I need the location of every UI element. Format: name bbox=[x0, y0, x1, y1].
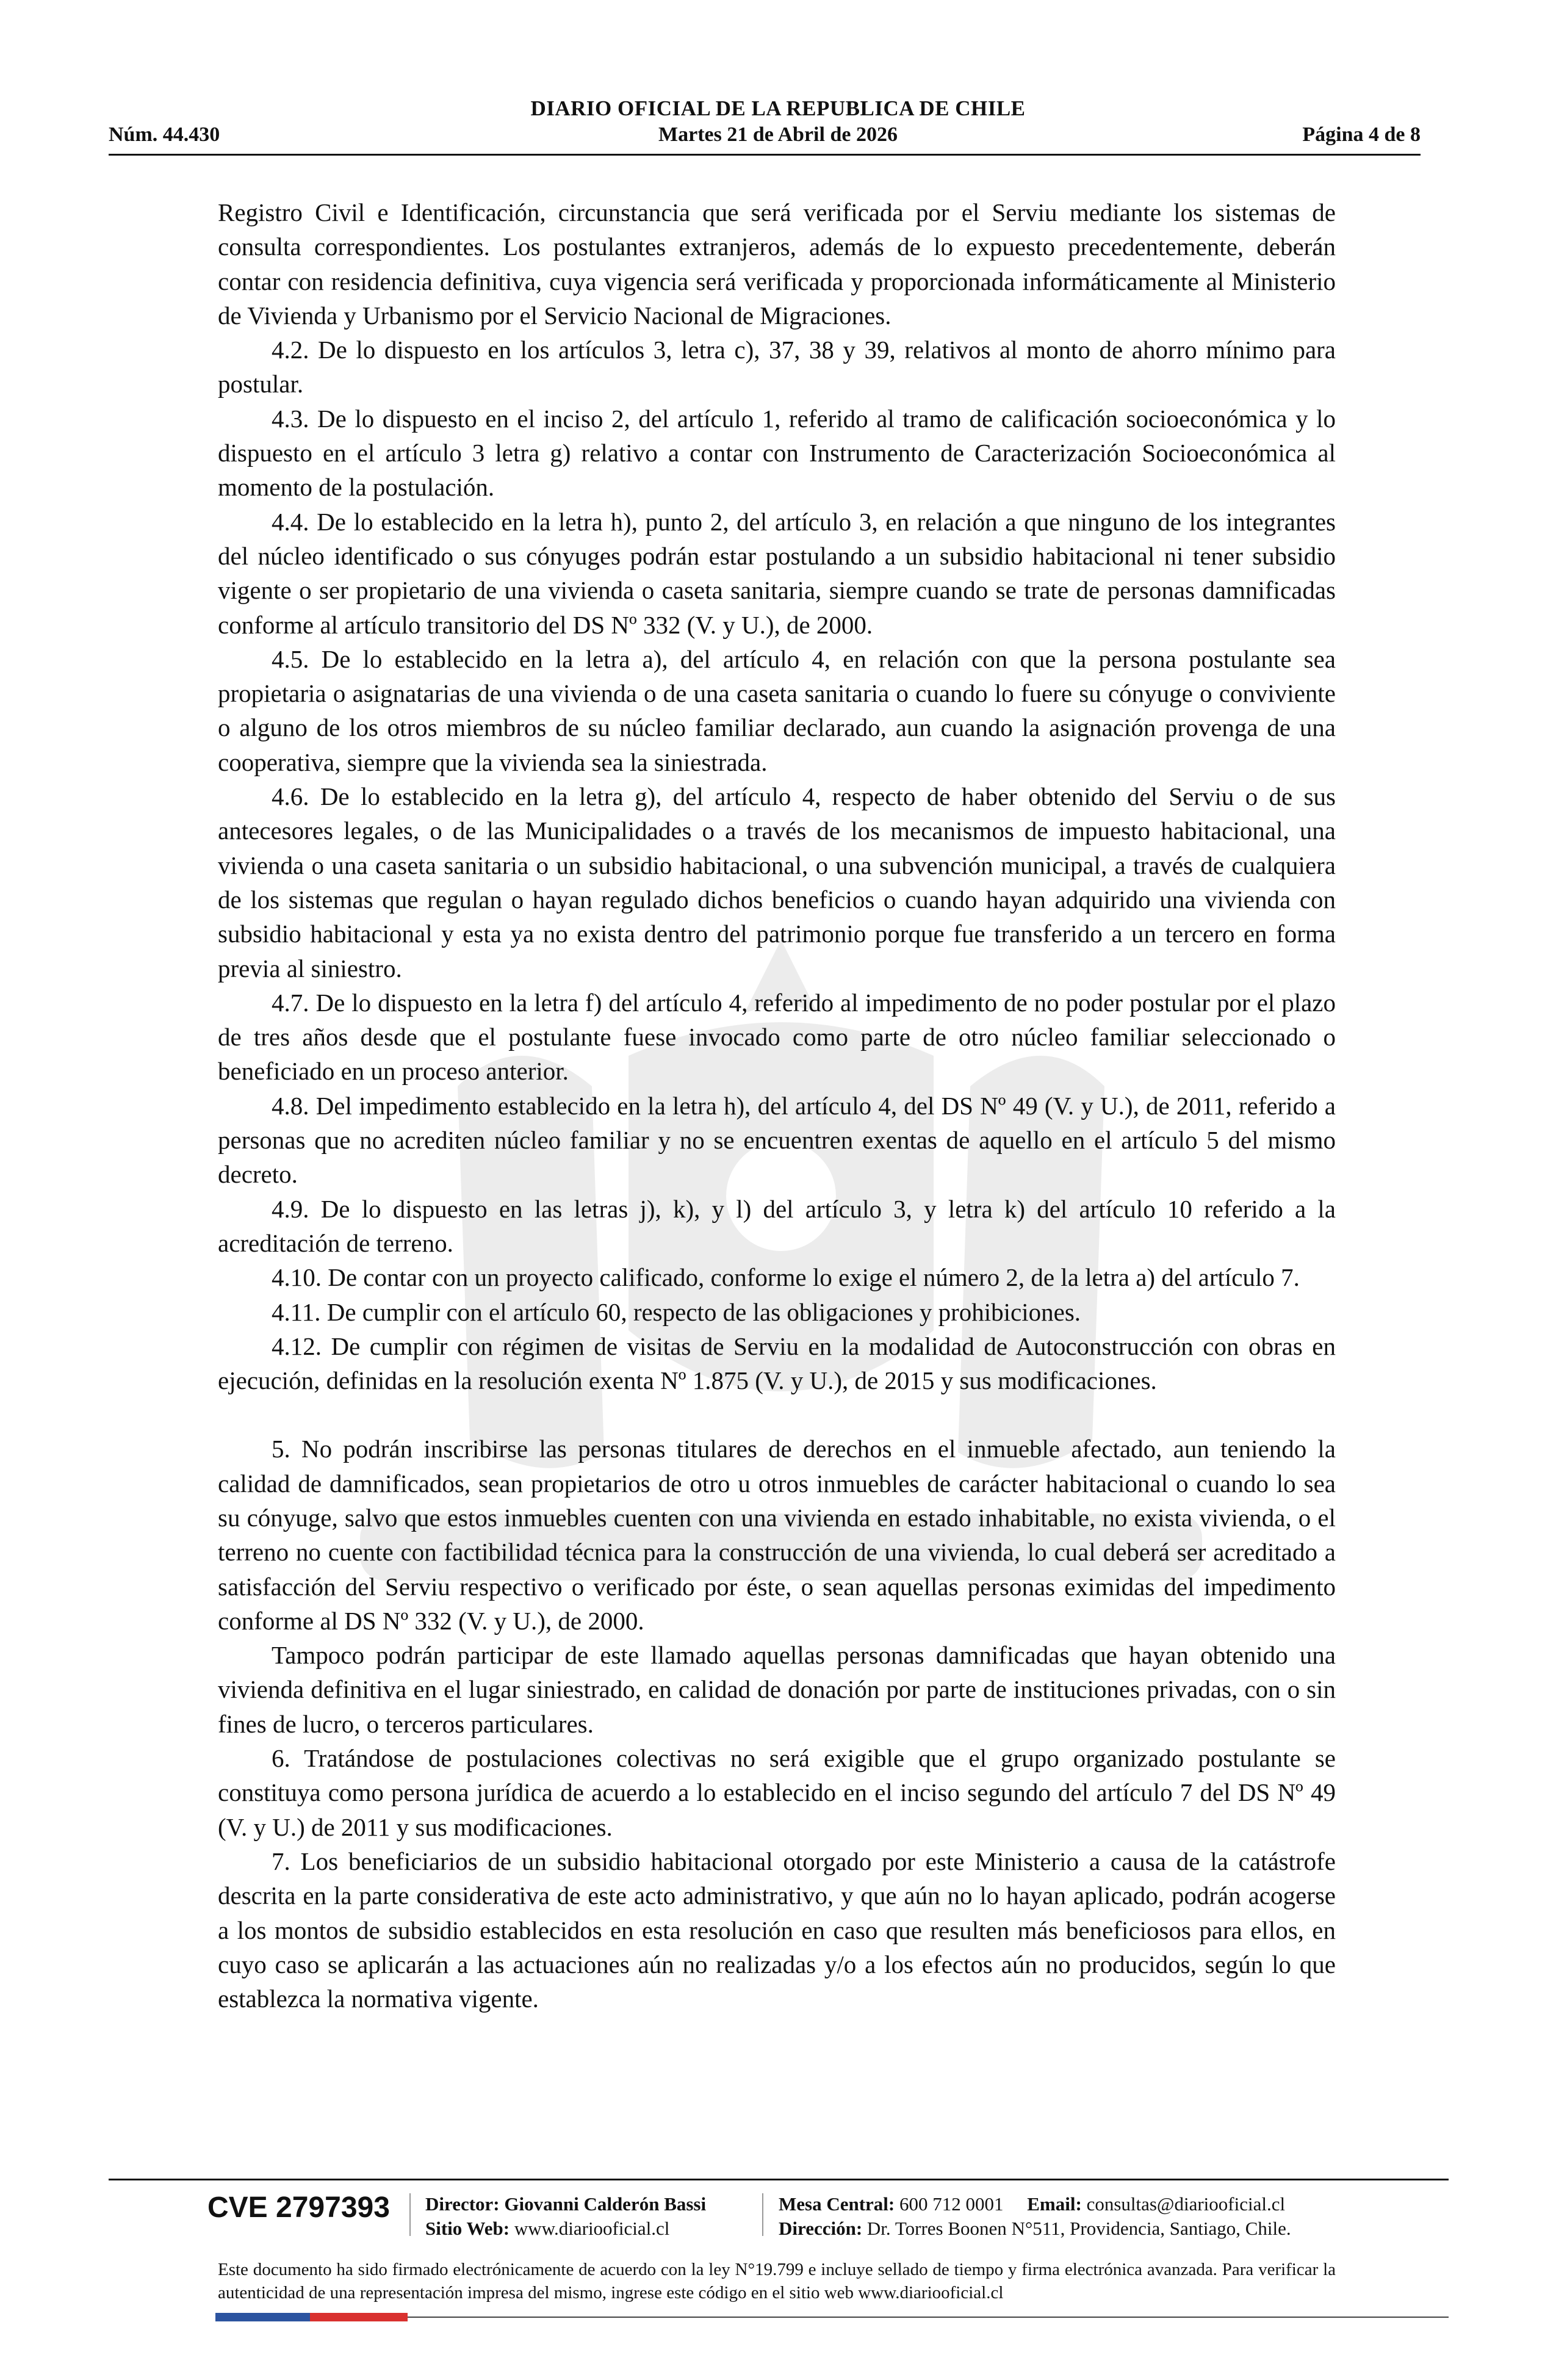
header-divider bbox=[109, 154, 1421, 156]
paragraph-4-2: 4.2. De lo dispuesto en los artículos 3, letra c), 37, 38 y 39, relativos al monto de ahorro mínimo para postular. bbox=[218, 336, 1336, 398]
address-label: Dirección: bbox=[779, 2218, 863, 2239]
paragraph-4-12: 4.12. De cumplir con régimen de visitas de Serviu en la modalidad de Autoconstrucción con obras en ejecución, definidas en la resolución exenta Nº 1.875 (V. y U.), de 2015 y sus modificaciones. bbox=[218, 1332, 1336, 1395]
document-body bbox=[218, 195, 1336, 2016]
page-indicator: Página 4 de 8 bbox=[1302, 123, 1421, 146]
paragraph-5: 5. No podrán inscribirse las personas titulares de derechos en el inmueble afectado, aun teniendo la calidad de damnificados, sean propietarios de otro u otros inmuebles de carácter habitacional o cuando lo sea su cónyuge, salvo que estos inmuebles cuenten con una vivienda en estado inhabitable, no exista vivienda, o el terreno no cuente con factibilidad técnica para la construcción de una vivienda, lo cual deberá ser acreditado a satisfacción del Serviu respectivo o verificado por éste, o sean aquellas personas eximidas del impedimento conforme al DS Nº 332 (V. y U.), de 2000. bbox=[218, 1435, 1336, 1635]
email-link[interactable]: consultas@diariooficial.cl bbox=[1086, 2193, 1286, 2215]
footer-separator bbox=[409, 2193, 411, 2236]
issue-date: Martes 21 de Abril de 2026 bbox=[658, 123, 898, 146]
newspaper-title: DIARIO OFICIAL DE LA REPUBLICA DE CHILE bbox=[530, 96, 1026, 120]
paragraph-4-9: 4.9. De lo dispuesto en las letras j), k), y l) del artículo 3, y letra k) del artículo 10 referido a la acreditación de terreno. bbox=[218, 1194, 1336, 1257]
flag-stripe-blue bbox=[215, 2313, 310, 2321]
footer-bottom-rule bbox=[408, 2317, 1449, 2318]
director-name: Giovanni Calderón Bassi bbox=[504, 2193, 707, 2215]
paragraph-4-3: 4.3. De lo dispuesto en el inciso 2, del artículo 1, referido al tramo de calificación socioeconómica y lo dispuesto en el artículo 3 letra g) relativo a contar con Instrumento de Caracterización Socioeconómica al momento de la postulación. bbox=[218, 404, 1336, 502]
paragraph-4-6: 4.6. De lo establecido en la letra g), del artículo 4, respecto de haber obtenido del Serviu o de sus antecesores legales, o de las Municipalidades o a través de los mecanismos de impuesto habitacional, una vivienda o una caseta sanitaria o un subsidio habitacional, o una subvención municipal, a través de cualquiera de los sistemas que regulan o hayan regulado dichos beneficios o cuando hayan adquirido una vivienda con subsidio habitacional y esta ya no exista dentro del patrimonio porque fue transferido a un tercero en forma previa al siniestro. bbox=[218, 782, 1336, 983]
paragraph-4-5: 4.5. De lo establecido en la letra a), del artículo 4, en relación con que la persona postulante sea propietaria o asignatarias de una vivienda o de una caseta sanitaria o cuando lo fuere su cónyuge o conviviente o alguno de los otros miembros de su núcleo familiar declarado, aun cuando la asignación provenga de una cooperativa, siempre que la vivienda sea la siniestrada. bbox=[218, 644, 1336, 776]
footer-publisher-info bbox=[425, 2192, 706, 2241]
paragraph-4-11: 4.11. De cumplir con el artículo 60, respecto de las obligaciones y prohibiciones. bbox=[272, 1297, 1081, 1326]
footer-divider bbox=[109, 2179, 1449, 2180]
paragraph-4-8: 4.8. Del impedimento establecido en la letra h), del artículo 4, del DS Nº 49 (V. y U.), de 2011, referido a personas que no acrediten núcleo familiar y no se encuentren exentas de aquello en el artículo 5 del mismo decreto. bbox=[218, 1091, 1336, 1189]
address-value: Dr. Torres Boonen N°511, Providencia, Santiago, Chile. bbox=[866, 2218, 1291, 2239]
paragraph-6: 6. Tratándose de postulaciones colectivas no será exigible que el grupo organizado postulante se constituya como persona jurídica de acuerdo a lo establecido en el inciso segundo del artículo 7 del DS Nº 49 (V. y U.) de 2011 y sus modificaciones. bbox=[218, 1744, 1336, 1841]
paragraph-4-7: 4.7. De lo dispuesto en la letra f) del artículo 4, referido al impedimento de no poder postular por el plazo de tres años desde que el postulante fuese invocado como parte de otro núcleo familiar seleccionado o beneficiado en un proceso anterior. bbox=[218, 988, 1336, 1086]
paragraph-7: 7. Los beneficiarios de un subsidio habitacional otorgado por este Ministerio a causa de la catástrofe descrita en la parte considerativa de este acto administrativo, y que aún no lo hayan aplicado, podrán acogerse a los montos de subsidio establecidos en esta resolución en caso que resulten más beneficiosos para ellos, en cuyo caso se aplicarán a las actuaciones aún no realizadas y/o a los efectos aún no producidos, según lo que establezca la normativa vigente. bbox=[218, 1847, 1336, 2013]
website-label: Sitio Web: bbox=[425, 2218, 510, 2239]
mesa-central-value: 600 712 0001 bbox=[899, 2193, 1004, 2215]
website-link[interactable]: www.diariooficial.cl bbox=[514, 2218, 670, 2239]
signature-notice: Este documento ha sido firmado electrónicamente de acuerdo con la ley N°19.799 e incluye sellado de tiempo y firma electrónica avanzada. Para verificar la autenticidad de una representación impresa del mismo, ingrese este código en el sitio web www.diariooficial.cl bbox=[218, 2260, 1336, 2302]
cve-code: CVE 2797393 bbox=[207, 2191, 390, 2224]
paragraph-5-tampoco: Tampoco podrán participar de este llamado aquellas personas damnificadas que hayan obtenido una vivienda definitiva en el lugar siniestrado, en calidad de donación por parte de instituciones privadas, con o sin fines de lucro, o terceros particulares. bbox=[218, 1641, 1336, 1738]
director-label: Director: bbox=[425, 2193, 500, 2215]
paragraph-4-10: 4.10. De contar con un proyecto calificado, conforme lo exige el número 2, de la letra a) del artículo 7. bbox=[272, 1263, 1300, 1292]
footer-contact-info bbox=[779, 2192, 1291, 2241]
footer-separator bbox=[762, 2193, 763, 2236]
paragraph: Registro Civil e Identificación, circunstancia que será verificada por el Serviu mediante los sistemas de consulta correspondientes. Los postulantes extranjeros, además de lo expuesto precedentemente, deberán contar con residencia definitiva, cuya vigencia será verificada y proporcionada informáticamente al Ministerio de Vivienda y Urbanismo por el Servicio Nacional de Migraciones. bbox=[218, 198, 1336, 330]
paragraph-4-4: 4.4. De lo establecido en la letra h), punto 2, del artículo 3, en relación a que ninguno de los integrantes del núcleo identificado o sus cónyuges podrán estar postulando a un subsidio habitacional ni tener subsidio vigente o ser propietario de una vivienda o caseta sanitaria, siempre cuando se trate de personas damnificadas conforme al artículo transitorio del DS Nº 332 (V. y U.), de 2000. bbox=[218, 507, 1336, 639]
flag-stripe-red bbox=[310, 2313, 408, 2321]
mesa-central-label: Mesa Central: bbox=[779, 2193, 895, 2215]
email-label: Email: bbox=[1027, 2193, 1082, 2215]
issue-number: Núm. 44.430 bbox=[109, 123, 220, 146]
